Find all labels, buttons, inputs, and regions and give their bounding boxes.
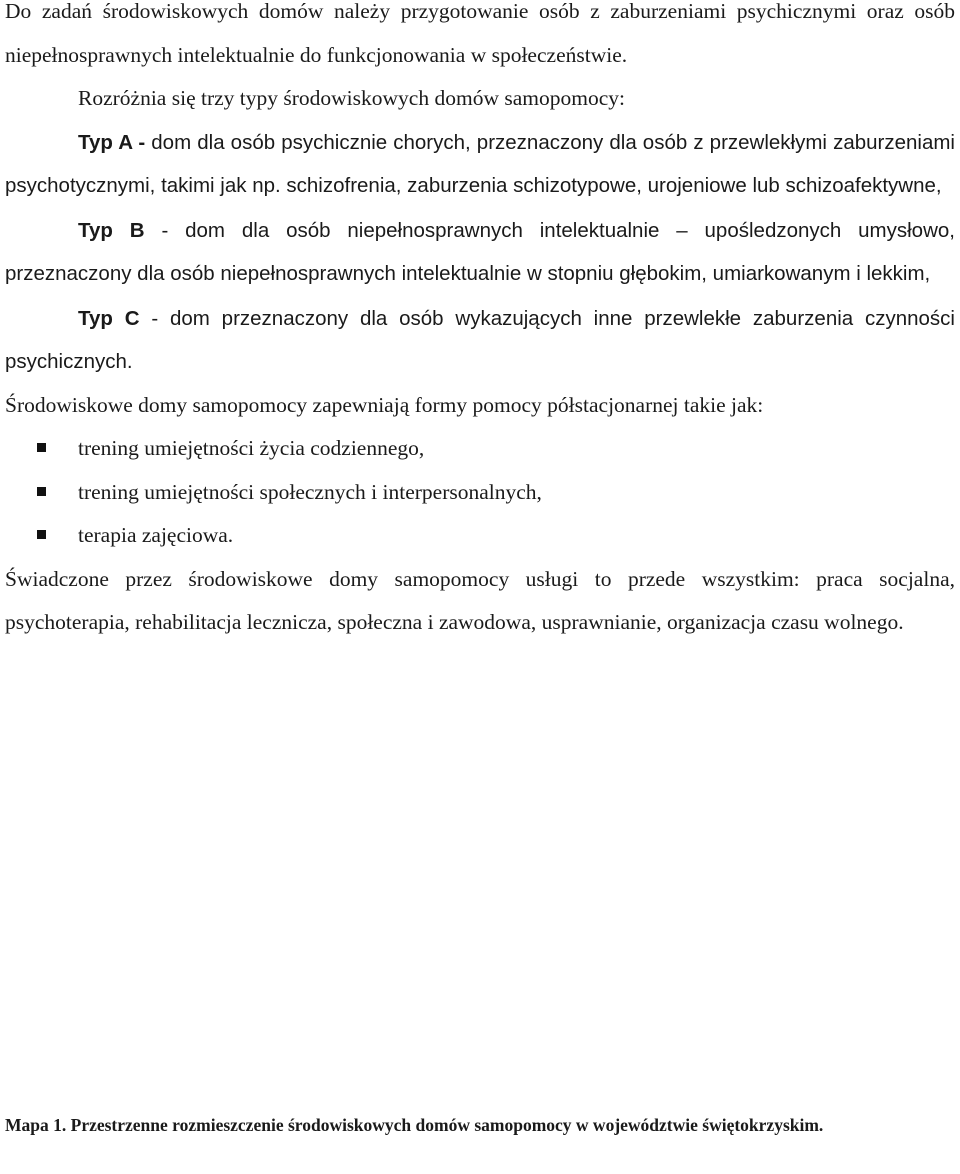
type-b-text: - dom dla osób niepełnosprawnych intelektualnie – upośledzonych umysłowo, przeznaczony dla osób niepełnosprawnych intelektualnie w stopniu głębokim, umiarkowanym i lekkim, [5, 218, 955, 285]
types-intro-paragraph: Rozróżnia się trzy typy środowiskowych domów samopomocy: [78, 86, 625, 110]
type-c-paragraph [5, 297, 955, 384]
bullet-square-icon [37, 530, 46, 539]
type-a-text: dom dla osób psychicznie chorych, przeznaczony dla osób z przewlekłymi zaburzeniami psychotycznymi, takimi jak np. schizofrenia, zaburzenia schizotypowe, urojeniowe lub schizoafektywne, [5, 130, 955, 197]
type-c-text: - dom przeznaczony dla osób wykazujących inne przewlekłe zaburzenia czynności psychicznych. [5, 306, 955, 373]
type-c-label: Typ C [78, 306, 140, 330]
forms-list [5, 427, 955, 558]
list-item [5, 471, 955, 515]
list-item-text: terapia zajęciowa. [78, 523, 234, 547]
document-body [5, 0, 955, 645]
list-item [5, 514, 955, 558]
intro-paragraph: Do zadań środowiskowych domów należy przygotowanie osób z zaburzeniami psychicznymi oraz osób niepełnosprawnych intelektualnie do funkcjonowania w społeczeństwie. [5, 0, 955, 67]
caption-label: Mapa 1. [5, 1115, 67, 1135]
type-b-label: Typ B [78, 218, 145, 242]
forms-intro-paragraph: Środowiskowe domy samopomocy zapewniają formy pomocy półstacjonarnej takie jak: [5, 392, 764, 417]
type-a-label: Typ A - [78, 130, 146, 154]
map-caption [5, 1107, 955, 1144]
type-a-paragraph [5, 121, 955, 208]
services-paragraph: Świadczone przez środowiskowe domy samopomocy usługi to przede wszystkim: praca socjalna, psychoterapia, rehabilitacja lecznicza, społeczna i zawodowa, usprawnianie, organizacja czasu wolnego. [5, 566, 955, 634]
list-item-text: trening umiejętności społecznych i interpersonalnych, [78, 479, 542, 504]
bullet-square-icon [37, 487, 46, 496]
list-item-text: trening umiejętności życia codziennego, [78, 436, 425, 460]
bullet-square-icon [37, 443, 46, 452]
type-b-paragraph [5, 209, 955, 296]
list-item [5, 427, 955, 471]
caption-text: Przestrzenne rozmieszczenie środowiskowych domów samopomocy w województwie świętokrzyskim. [66, 1115, 824, 1135]
